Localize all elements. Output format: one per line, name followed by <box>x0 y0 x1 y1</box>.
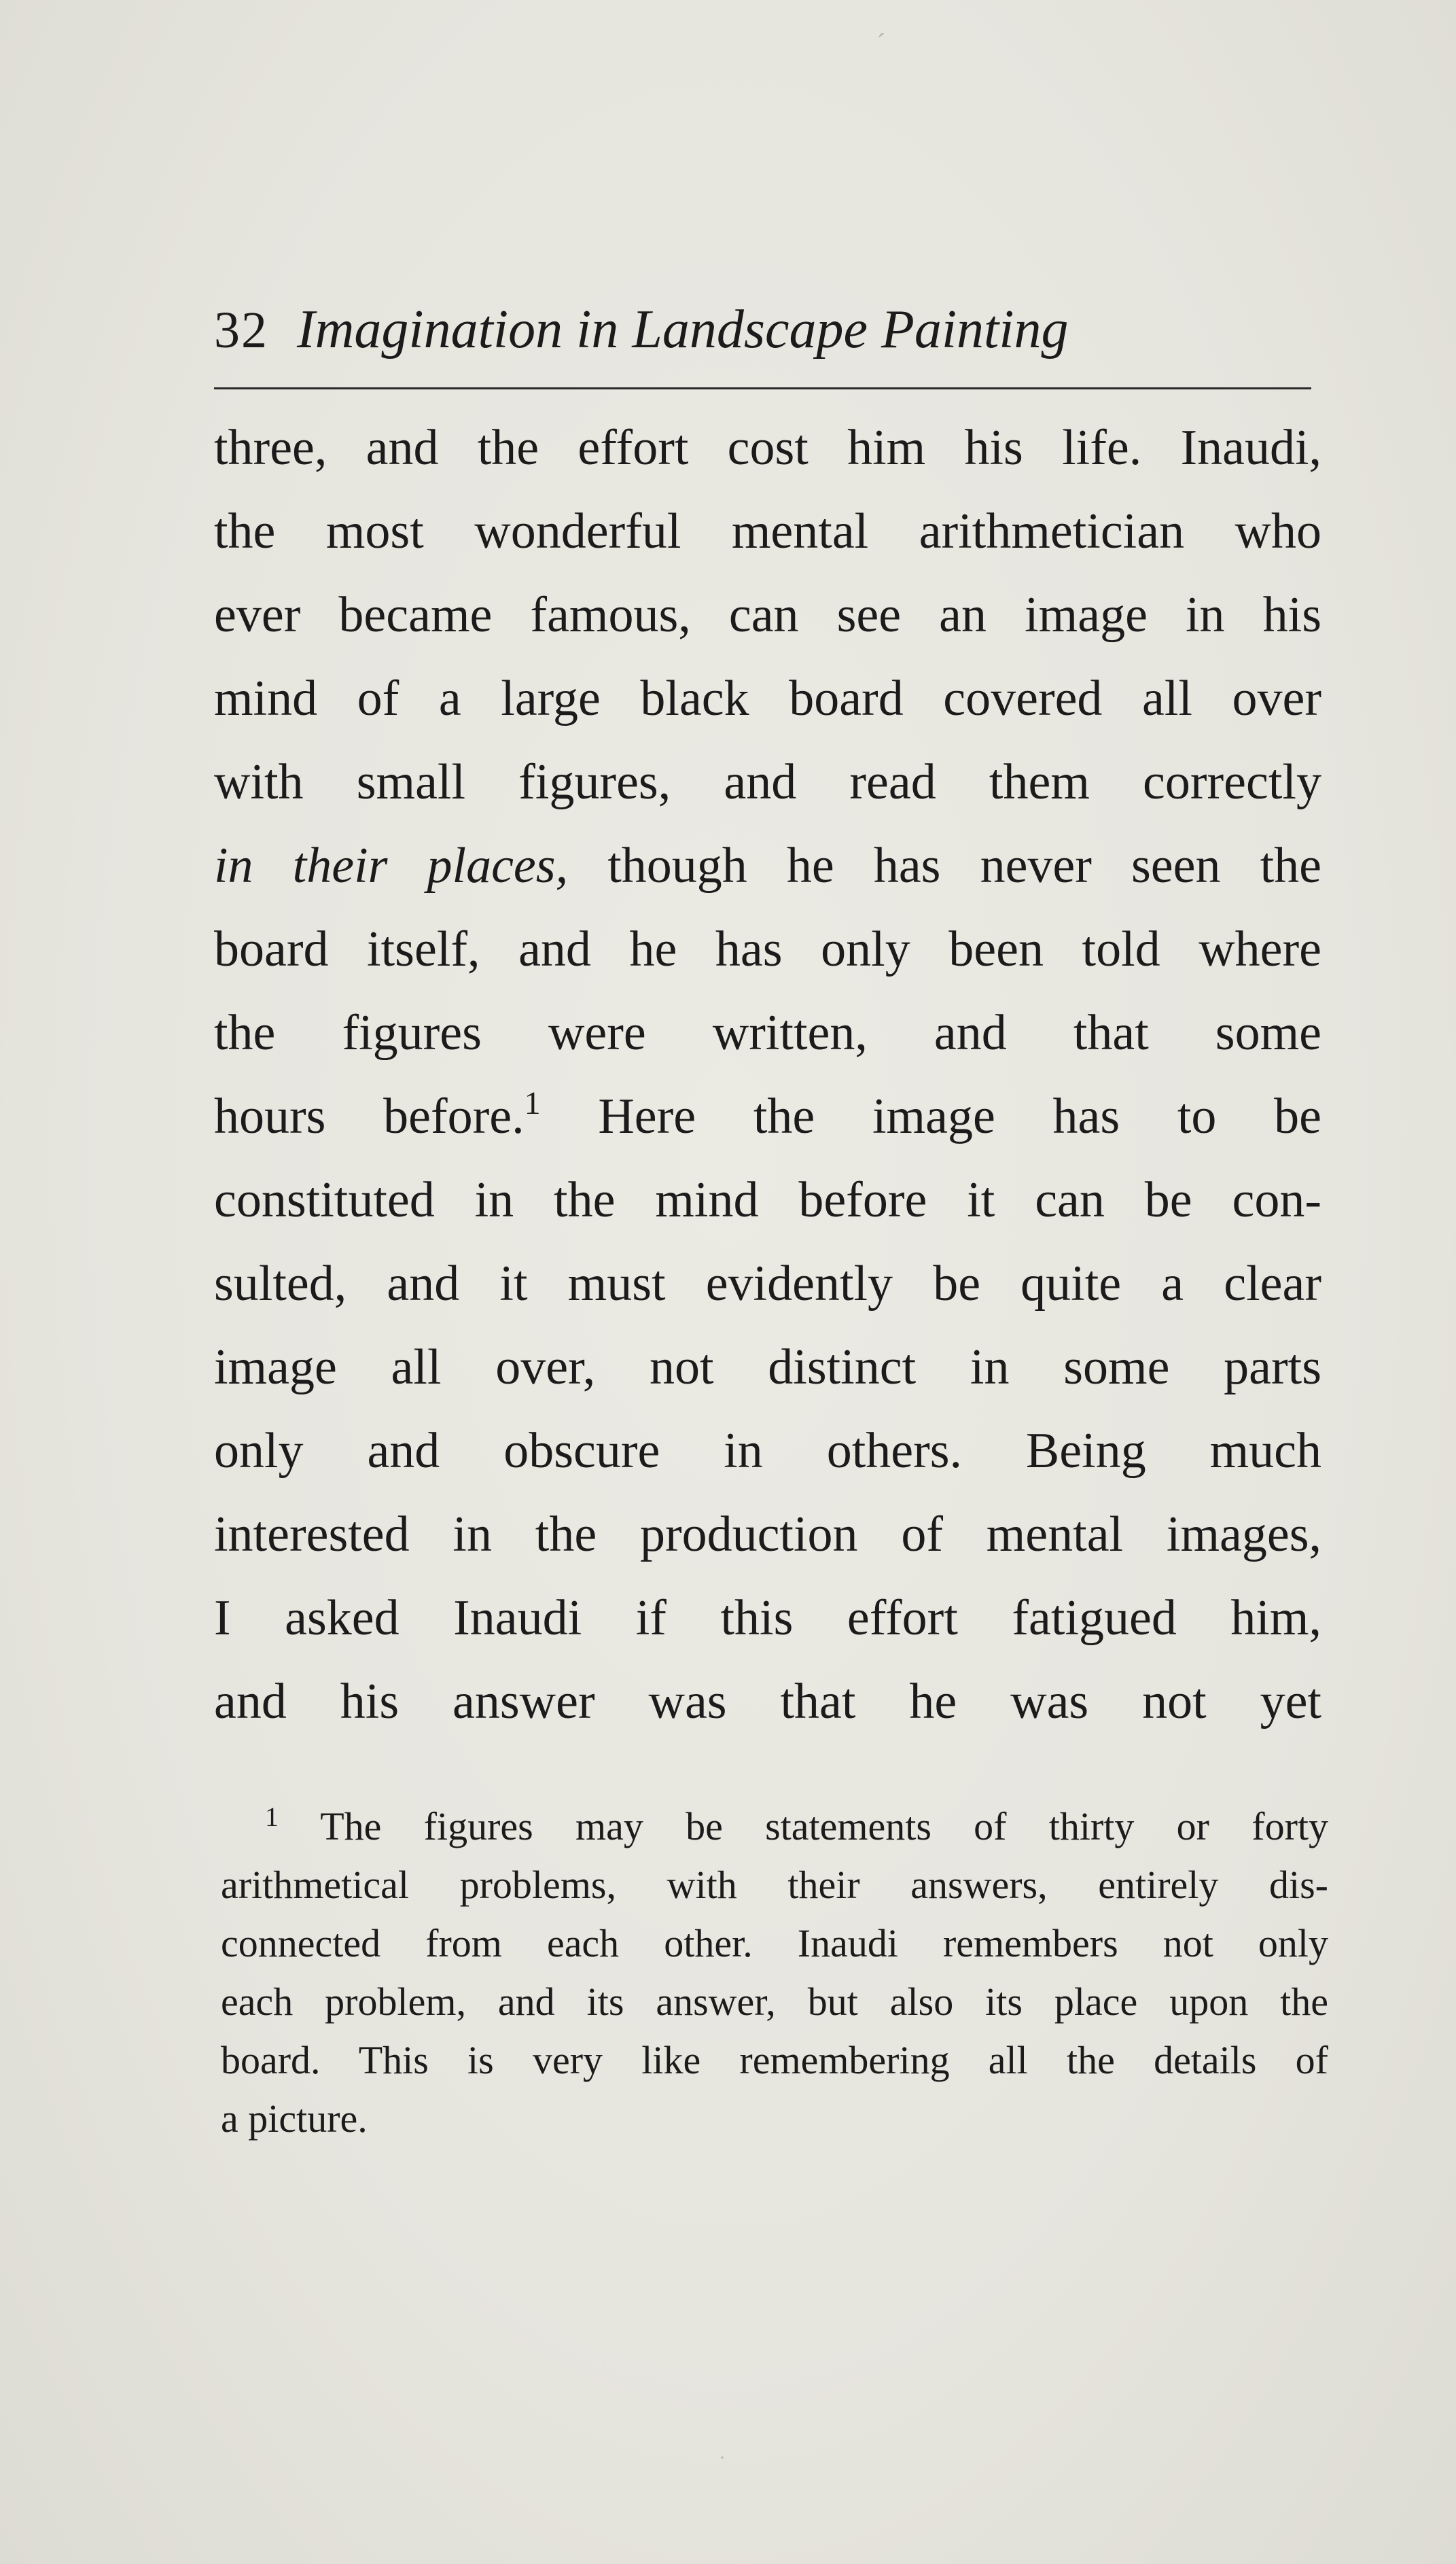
text-line: only and obscure in others. Being much <box>214 1423 1321 1479</box>
footnote-marker: 1 <box>265 1802 279 1832</box>
emphasis-text: in their places, <box>214 838 569 894</box>
text-line: interested in the production of mental images, <box>214 1507 1321 1562</box>
text-line: the most wonderful mental arithmetician who <box>214 504 1321 559</box>
footnote-text: The figures may be statements of thirty or forty <box>279 1804 1328 1848</box>
paper-mark: · <box>719 2446 726 2469</box>
footnote-line: each problem, and its answer, but also its place upon the <box>221 1980 1328 2024</box>
text-span: hours before. <box>214 1089 525 1144</box>
text-line: the figures were written, and that some <box>214 1005 1321 1061</box>
footnote-line: connected from each other. Inaudi remembers not only <box>221 1921 1328 1965</box>
text-line: mind of a large black board covered all over <box>214 671 1321 726</box>
body-text <box>214 406 1321 1744</box>
text-line <box>214 824 1321 908</box>
header-rule <box>214 387 1311 389</box>
text-line: constituted in the mind before it can be con- <box>214 1172 1321 1228</box>
text-line: image all over, not distinct in some parts <box>214 1339 1321 1395</box>
text-line: I asked Inaudi if this effort fatigued him, <box>214 1590 1321 1646</box>
text-line: ever became famous, can see an image in his <box>214 587 1321 643</box>
text-span: Here the image has to be <box>540 1089 1321 1144</box>
text-line: and his answer was that he was not yet <box>214 1674 1321 1729</box>
footnote-reference: 1 <box>524 1085 541 1121</box>
footnote-line <box>221 1797 1328 1856</box>
text-line: board itself, and he has only been told where <box>214 921 1321 977</box>
text-line: sulted, and it must evidently be quite a clear <box>214 1256 1321 1312</box>
text-span: though he has never seen the <box>568 838 1321 894</box>
running-title: Imagination in Landscape Painting <box>297 300 1069 359</box>
page-header <box>214 299 1315 367</box>
page-number: 32 <box>214 302 268 359</box>
paper-mark: ´ <box>876 28 886 58</box>
footnote-line: a picture. <box>221 2096 368 2141</box>
footnote <box>221 1797 1328 2148</box>
text-line: with small figures, and read them correctly <box>214 754 1321 810</box>
text-line: three, and the effort cost him his life. Inaudi, <box>214 420 1321 476</box>
footnote-line: board. This is very like remembering all the details of <box>221 2038 1328 2082</box>
text-line <box>214 1075 1321 1159</box>
footnote-line: arithmetical problems, with their answers, entirely dis- <box>221 1863 1328 1907</box>
